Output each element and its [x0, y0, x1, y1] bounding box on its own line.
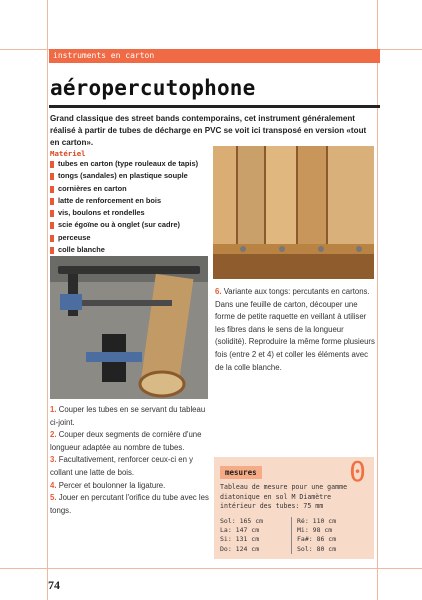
section-label: instruments en carton [53, 51, 155, 60]
measures-box [214, 457, 374, 559]
right-guide-line [377, 0, 378, 600]
note-six [215, 286, 375, 374]
step-text: Percer et boulonner la ligature. [58, 480, 166, 490]
materials-title: Matériel [50, 149, 86, 158]
measures-right-column [297, 517, 336, 554]
cardboard-tubes-photo [213, 146, 374, 279]
step-text: Facultativement, renforcer ceux-ci en y collant une latte de bois. [50, 455, 194, 477]
steps [50, 404, 210, 517]
measure-row: Sol: 80 cm [297, 544, 337, 553]
measure-row: Si: 131 cm [220, 535, 260, 544]
measures-left-column [220, 517, 292, 554]
measures-table [220, 517, 368, 554]
material-item: latte de renforcement en bois [50, 195, 210, 207]
step-number: 4. [50, 480, 57, 490]
sawing-photo [50, 256, 208, 399]
step-item [50, 429, 210, 454]
intro-text: Grand classique des street bands contemporains, cet instrument généralement réalisé à partir de tubes de décharge en PVC se voit ici transposé en version «tout en carton». [50, 114, 367, 147]
material-item: scie égoïne ou à onglet (sur cadre) [50, 219, 210, 231]
measures-description: Tableau de mesure pour une gamme diatonique en sol M Diamètre intérieur des tubes: 75 mm [220, 483, 348, 511]
measure-row: Fa#: 86 cm [297, 535, 337, 544]
step-number: 2. [50, 430, 57, 440]
left-guide-line [47, 0, 48, 600]
step-number: 3. [50, 455, 57, 465]
step-text: Jouer en percutant l'orifice du tube avec les tongs. [50, 493, 209, 515]
measures-title: mesures [220, 466, 262, 479]
material-item: colle blanche [50, 244, 210, 256]
step-item [50, 454, 210, 479]
measure-row: Ré: 110 cm [297, 516, 337, 525]
step-number: 1. [50, 405, 57, 414]
sawing-illustration [50, 256, 208, 399]
material-item: cornières en carton [50, 183, 210, 195]
step-number: 5. [50, 493, 57, 503]
decorative-zero: 0 [349, 455, 366, 488]
measure-row: Do: 124 cm [220, 544, 260, 553]
measure-row: Sol: 165 cm [220, 516, 264, 525]
page-number: 74 [48, 578, 60, 592]
material-item: perceuse [50, 232, 210, 244]
measure-row: La: 147 cm [220, 526, 260, 535]
step-item [50, 404, 210, 429]
page-title: aéropercutophone [50, 76, 256, 100]
footer-rule [0, 568, 422, 569]
step-text: Couper les tubes en se servant du tableau ci-joint. [50, 405, 206, 427]
note-six-number: 6. [215, 287, 222, 296]
cardboard-tubes-illustration [213, 146, 374, 279]
title-rule [49, 105, 380, 108]
material-item: tubes en carton (type rouleaux de tapis) [50, 158, 210, 170]
section-band [49, 49, 380, 63]
step-text: Couper deux segments de cornière d'une longueur adaptée au nombre de tubes. [50, 430, 202, 452]
step-item [50, 480, 210, 493]
materials-list [50, 158, 210, 256]
measure-row: Mi: 98 cm [297, 526, 333, 535]
note-six-text: Variante aux tongs: percutants en cartons. Dans une feuille de carton, découper une forme de petite raquette en veillant à utiliser les fibres dans le sens de la longueur (solidité). Reproduire la même forme plusieurs fois (entre 2 et 4) et coller les éléments avec de la colle blanche. [215, 287, 375, 372]
material-item: vis, boulons et rondelles [50, 207, 210, 219]
material-item: tongs (sandales) en plastique souple [50, 170, 210, 182]
step-item [50, 492, 210, 517]
